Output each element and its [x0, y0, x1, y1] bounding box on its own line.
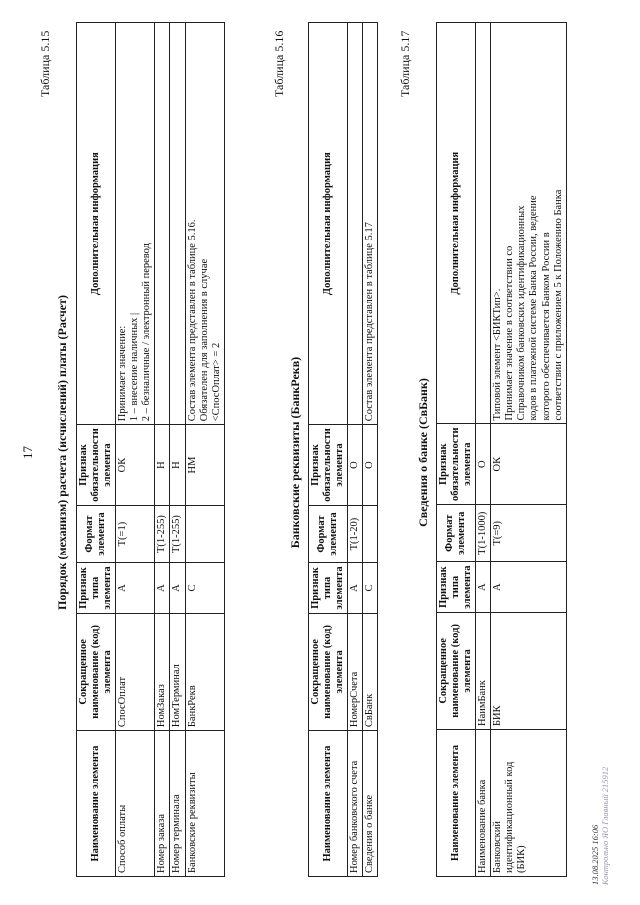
table-cell: Состав элемента представлен в таблице 5.17 [363, 23, 378, 425]
column-header: Формат элемента [77, 505, 116, 563]
column-header: Сокращенное наименование (код) элемента [309, 613, 348, 730]
table-cell: Т(1-255) [170, 505, 185, 563]
column-header: Наименование элемента [77, 731, 116, 877]
header-row [77, 23, 116, 877]
table-cell: ОК [116, 425, 155, 506]
column-header: Дополнительная информация [437, 23, 476, 424]
table-cell: А [491, 562, 566, 612]
table-cell: А [476, 562, 491, 612]
table-cell: ОК [491, 424, 566, 505]
header-row [309, 23, 348, 877]
table-cell: О [476, 424, 491, 505]
column-header: Наименование элемента [437, 730, 476, 877]
table-cell: СпосОплат [116, 613, 155, 730]
table-row [491, 23, 566, 877]
table-cell: Т(1-1000) [476, 504, 491, 562]
column-header: Признак обязательности элемента [437, 424, 476, 505]
column-header: Дополнительная информация [77, 23, 116, 425]
table-cell: Т(1-255) [155, 505, 170, 563]
table-row [363, 23, 378, 877]
table-cell: Банковские реквизиты [185, 731, 224, 877]
column-header: Дополнительная информация [309, 23, 348, 425]
table-row [116, 23, 155, 877]
table-cell: О [363, 425, 378, 506]
table-cell: С [363, 563, 378, 613]
column-header: Наименование элемента [309, 731, 348, 877]
print-stamp [590, 767, 610, 885]
page-number: 17 [20, 446, 35, 459]
column-header: Формат элемента [437, 504, 476, 562]
table-5-16-title: Банковские реквизиты (БанкРекв) [288, 356, 302, 549]
table-cell [185, 505, 224, 563]
table-cell: НомТерминал [170, 613, 185, 730]
table-cell: НомЗаказ [155, 613, 170, 730]
table-cell [155, 23, 170, 425]
table-row [155, 23, 170, 877]
table-5-16 [308, 22, 378, 877]
table-cell: НомерСчета [348, 613, 363, 730]
table-cell: С [185, 563, 224, 613]
table-cell: Типовой элемент <БИКТип>. Принимает значение в соответствии со Справочником банковских идентификационных кодов в платежной системе Банка России, ведение которого обеспечивается Банком России в соответствии с приложением 5 к Положению Банка [491, 23, 566, 424]
table-cell: Состав элемента представлен в таблице 5.16. Обязателен для заполнения в случае <СпосОплат> = 2 [185, 23, 224, 425]
table-cell: Номер терминала [170, 731, 185, 877]
table-cell: Н [170, 425, 185, 506]
column-header: Признак типа элемента [77, 563, 116, 613]
table-5-17-label: Таблица 5.17 [398, 30, 412, 97]
table-5-16-label: Таблица 5.16 [272, 30, 286, 97]
stamp-date: 13.08.2025 16:06 [590, 824, 600, 885]
table-5-17-title: Сведения о банке (СвБанк) [416, 378, 430, 527]
table-row [476, 23, 491, 877]
table-cell: Т(=1) [116, 505, 155, 563]
table-cell [476, 23, 491, 424]
table-cell: НаимБанк [476, 612, 491, 729]
table-5-15-label: Таблица 5.15 [38, 30, 52, 97]
table-cell: Т(=9) [491, 504, 566, 562]
table-cell: Сведения о банке [363, 731, 378, 877]
table-cell: О [348, 425, 363, 506]
table-cell: Наименование банка [476, 730, 491, 877]
table-cell: НМ [185, 425, 224, 506]
table-5-15-title: Порядок (механизм) расчета (исчислений) платы (Расчет) [55, 295, 69, 610]
stamp-text: Контрольно ЯО Главный 215912 [600, 766, 611, 885]
table-cell: СвБанк [363, 613, 378, 730]
column-header: Признак типа элемента [437, 562, 476, 612]
table-cell: Т(1-20) [348, 505, 363, 563]
table-row [348, 23, 363, 877]
table-cell: Н [155, 425, 170, 506]
table-cell: Номер заказа [155, 731, 170, 877]
table-row [170, 23, 185, 877]
table-cell: Номер банковского счета [348, 731, 363, 877]
table-cell: А [116, 563, 155, 613]
table-cell: Банковский идентификационный код (БИК) [491, 730, 566, 877]
table-5-17 [436, 22, 567, 877]
header-row [437, 23, 476, 877]
table-cell [363, 505, 378, 563]
table-cell: А [155, 563, 170, 613]
column-header: Сокращенное наименование (код) элемента [437, 612, 476, 729]
table-cell: Способ оплаты [116, 731, 155, 877]
table-cell [348, 23, 363, 425]
table-row [185, 23, 224, 877]
column-header: Формат элемента [309, 505, 348, 563]
column-header: Признак типа элемента [309, 563, 348, 613]
table-cell: А [170, 563, 185, 613]
table-cell [170, 23, 185, 425]
table-cell: БанкРекв [185, 613, 224, 730]
column-header: Сокращенное наименование (код) элемента [77, 613, 116, 730]
table-cell: Принимает значение: 1 – внесение наличных | 2 – безналичные / электронный перевод [116, 23, 155, 425]
table-cell: А [348, 563, 363, 613]
column-header: Признак обязательности элемента [309, 425, 348, 506]
column-header: Признак обязательности элемента [77, 425, 116, 506]
table-5-15 [76, 22, 225, 877]
table-cell: БИК [491, 612, 566, 729]
